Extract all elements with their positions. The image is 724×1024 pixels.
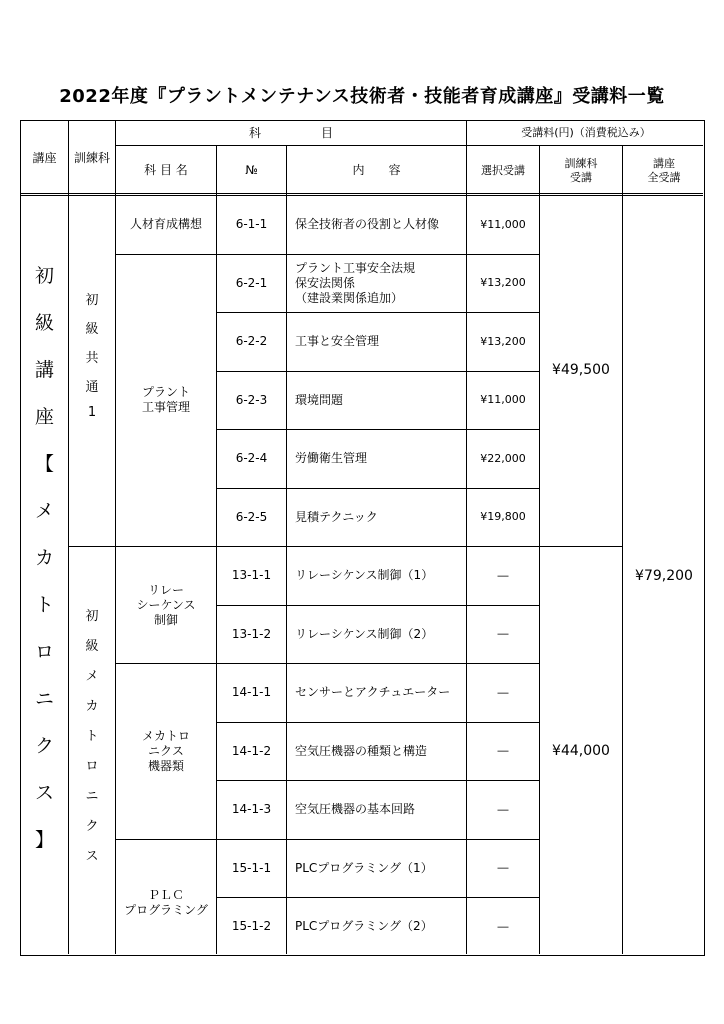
grid-line (217, 722, 540, 723)
grid-line (539, 145, 540, 954)
row-content: PLCプログラミング（2） (295, 919, 433, 934)
row-content: 環境問題 (295, 392, 344, 407)
row-select-fee: ― (497, 627, 509, 641)
header-select-fee: 選択受講 (481, 163, 525, 177)
header-training-field: 訓練科 (73, 150, 110, 165)
subject-name: 人材育成構想 (129, 217, 202, 231)
row-number: 15-1-1 (231, 860, 272, 875)
row-number: 6-1-1 (235, 217, 268, 232)
grid-line (116, 546, 217, 547)
row-select-fee: ¥13,200 (480, 334, 526, 348)
vertical-char: 初 (85, 609, 99, 624)
vertical-char: 】 (34, 829, 54, 851)
training-field-mechatronics (69, 605, 115, 864)
vertical-char: 共 (85, 351, 99, 366)
vertical-char: ニ (85, 789, 99, 804)
row-content: 空気圧機器の基本回路 (295, 802, 416, 817)
header-content: 内 容 (352, 163, 401, 177)
grid-line (466, 121, 467, 954)
grid-line (217, 839, 540, 840)
row-select-fee: ¥11,000 (480, 217, 526, 231)
course-fee: ¥79,200 (635, 567, 693, 584)
row-content: リレーシケンス制御（1） (295, 568, 434, 583)
row-number: 14-1-2 (231, 743, 272, 758)
row-number: 6-2-5 (235, 509, 268, 524)
row-select-fee: ― (497, 568, 509, 582)
subject-name: ＰＬＣ プログラミング (124, 888, 208, 917)
row-content: センサーとアクチュエーター (295, 685, 451, 700)
row-number: 14-1-1 (231, 685, 272, 700)
vertical-char: 級 (34, 312, 54, 334)
row-select-fee: ― (497, 802, 509, 816)
grid-line (116, 254, 217, 255)
field-fee-mechatronics: ¥44,000 (552, 743, 610, 760)
grid-line (540, 546, 622, 547)
header-subject-group: 科 目 (248, 125, 333, 140)
grid-line (68, 121, 69, 954)
row-number: 13-1-2 (231, 626, 272, 641)
subject-name: プラント 工事管理 (141, 385, 190, 414)
row-content: PLCプログラミング（1） (295, 860, 433, 875)
vertical-char: カ (34, 547, 54, 569)
grid-line (217, 663, 540, 664)
row-content: 労働衛生管理 (295, 451, 368, 466)
row-select-fee: ― (497, 685, 509, 699)
row-select-fee: ¥22,000 (480, 451, 526, 465)
row-number: 15-1-2 (231, 919, 272, 934)
vertical-char: ク (34, 735, 54, 757)
grid-line (217, 605, 540, 606)
grid-line (116, 145, 703, 146)
grid-line (217, 312, 540, 313)
field-fee-common: ¥49,500 (552, 362, 610, 379)
fee-table (20, 120, 705, 956)
row-content: 空気圧機器の種類と構造 (295, 743, 428, 758)
page-title: 2022年度『プラントメンテナンス技術者・技能者育成講座』受講料一覧 (59, 86, 665, 107)
vertical-char: 座 (34, 406, 54, 428)
grid-line (116, 663, 217, 664)
vertical-char: ロ (34, 641, 54, 663)
header-field-fee: 訓練科 受講 (564, 156, 598, 184)
vertical-char: ト (34, 594, 54, 616)
vertical-char: 【 (34, 453, 54, 475)
grid-line (217, 429, 540, 430)
header-course-fee: 講座 全受講 (647, 156, 681, 184)
row-number: 14-1-3 (231, 802, 272, 817)
grid-line (286, 145, 287, 954)
row-number: 6-2-2 (235, 334, 268, 349)
grid-line (216, 145, 217, 954)
row-select-fee: ― (497, 919, 509, 933)
vertical-char: ニ (34, 688, 54, 710)
vertical-char: 1 (87, 405, 97, 420)
vertical-char: カ (85, 699, 99, 714)
row-content: 保全技術者の役割と人材像 (295, 217, 440, 232)
vertical-char: メ (34, 500, 54, 522)
row-content: プラント工事安全法規 保安法関係 （建設業関係追加） (295, 260, 416, 305)
row-content: 見積テクニック (295, 509, 378, 524)
grid-line (115, 121, 116, 954)
vertical-char: ト (85, 729, 99, 744)
grid-line (622, 145, 623, 954)
grid-line (217, 254, 540, 255)
vertical-char: 通 (85, 380, 99, 395)
vertical-char: メ (85, 669, 99, 684)
subject-name: リレー シーケンス 制御 (136, 583, 196, 627)
header-subject-name: 科 目 名 (144, 163, 188, 177)
row-number: 13-1-1 (231, 568, 272, 583)
grid-line (217, 488, 540, 489)
course-name (21, 261, 68, 852)
vertical-char: ロ (85, 759, 99, 774)
vertical-char: 初 (34, 265, 54, 287)
vertical-char: 初 (85, 293, 99, 308)
row-content: 工事と安全管理 (295, 334, 380, 349)
grid-line (217, 897, 540, 898)
row-select-fee: ― (497, 744, 509, 758)
grid-line (21, 195, 703, 196)
grid-line (21, 193, 703, 194)
row-select-fee: ¥11,000 (480, 393, 526, 407)
vertical-char: 級 (85, 639, 99, 654)
grid-line (217, 371, 540, 372)
grid-line (116, 839, 217, 840)
vertical-char: ク (85, 819, 99, 834)
header-number: № (245, 163, 258, 177)
row-number: 6-2-1 (235, 275, 268, 290)
row-select-fee: ― (497, 861, 509, 875)
row-select-fee: ¥19,800 (480, 510, 526, 524)
training-field-common (69, 289, 115, 420)
vertical-char: 講 (34, 359, 54, 381)
row-content: リレーシケンス制御（2） (295, 626, 434, 641)
header-course: 講座 (32, 150, 57, 165)
vertical-char: ス (85, 849, 99, 864)
vertical-char: 級 (85, 322, 99, 337)
grid-line (217, 546, 540, 547)
row-number: 6-2-3 (235, 392, 268, 407)
vertical-char: ス (34, 782, 54, 804)
grid-line (217, 780, 540, 781)
grid-line (69, 546, 116, 547)
subject-name: メカトロ ニクス 機器類 (141, 728, 190, 773)
row-number: 6-2-4 (235, 451, 268, 466)
header-fee-group: 受講料(円)（消費税込み） (521, 126, 651, 140)
row-select-fee: ¥13,200 (480, 276, 526, 290)
